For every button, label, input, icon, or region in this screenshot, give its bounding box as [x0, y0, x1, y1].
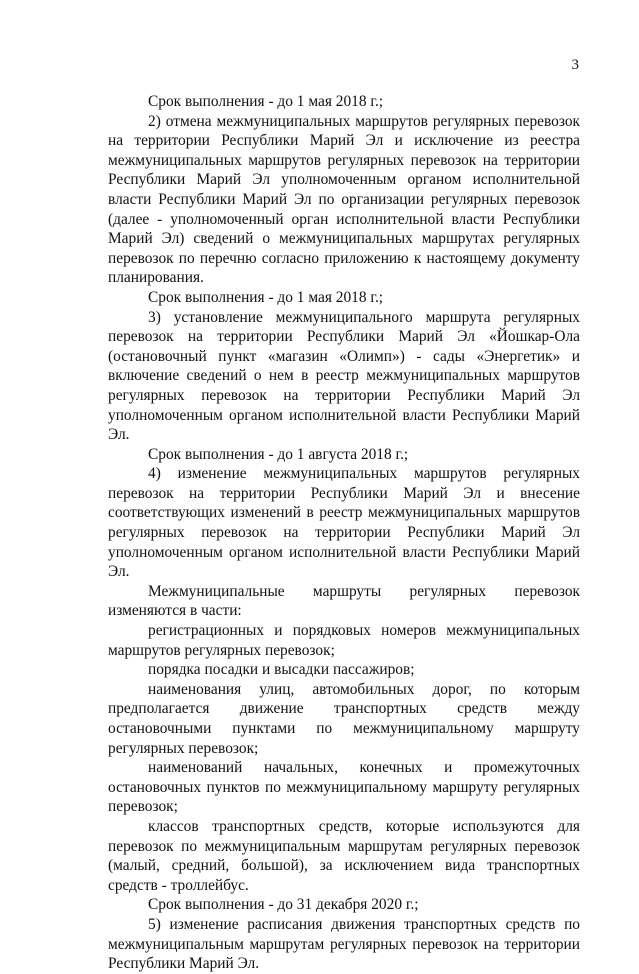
document-body: [108, 92, 580, 974]
change-list-item: наименования улиц, автомобильных дорог, по которым предполагается движение транспортных средств между остановочными пунктами по межмуниципальному маршруту регулярных перевозок;: [108, 680, 580, 757]
deadline-paragraph: Срок выполнения - до 1 августа 2018 г.;: [148, 445, 409, 463]
item-3-paragraph: 3) установление межмуниципального маршрута регулярных перевозок на территории Республики Марий Эл «Йошкар-Ола (остановочный пункт «магазин «Олимп») - сады «Энергетик» и включение сведений о нем в реестр межмуниципальных маршрутов регулярных перевозок на территории Республики Марий Эл уполномоченным органом исполнительной власти Республики Марий Эл.: [108, 308, 580, 444]
item-2-paragraph: 2) отмена межмуниципальных маршрутов регулярных перевозок на территории Республики Марий Эл и исключение из реестра межмуниципальных маршрутов регулярных перевозок на территории Республики Марий Эл уполномоченным органом исполнительной власти Республики Марий Эл по организации регулярных перевозок (далее - уполномоченный орган исполнительной власти Республики Марий Эл) сведений о межмуниципальных маршрутах регулярных перевозок по перечню согласно приложению к настоящему документу планирования.: [108, 112, 580, 287]
item-4-paragraph: 4) изменение межмуниципальных маршрутов регулярных перевозок на территории Республики Марий Эл и внесение соответствующих изменений в реестр межмуниципальных маршрутов регулярных перевозок на территории Республики Марий Эл уполномоченным органом исполнительной власти Республики Марий Эл.: [108, 465, 580, 581]
change-list-item: регистрационных и порядковых номеров межмуниципальных маршрутов регулярных перевозок;: [108, 622, 580, 659]
item-5-paragraph: 5) изменение расписания движения транспортных средств по межмуниципальным маршрутам регулярных перевозок на территории Республики Марий Эл.: [108, 915, 580, 973]
page-number: 3: [571, 57, 579, 73]
deadline-paragraph: Срок выполнения - до 1 мая 2018 г.;: [148, 288, 384, 306]
deadline-paragraph: Срок выполнения - до 1 мая 2018 г.;: [148, 93, 384, 110]
changes-intro-paragraph: Межмуниципальные маршруты регулярных перевозок изменяются в части:: [108, 582, 580, 620]
change-list-item: классов транспортных средств, которые используются для перевозок по межмуниципальным маршрутам регулярных перевозок (малый, средний, большой), за исключением вида транспортных средств - троллейбус.: [108, 817, 580, 894]
deadline-paragraph: Срок выполнения - до 31 декабря 2020 г.;: [148, 896, 419, 914]
change-list-item: наименований начальных, конечных и промежуточных остановочных пунктов по межмуниципальному маршруту регулярных перевозок;: [108, 759, 580, 816]
change-list-item: порядка посадки и высадки пассажиров;: [148, 661, 415, 679]
